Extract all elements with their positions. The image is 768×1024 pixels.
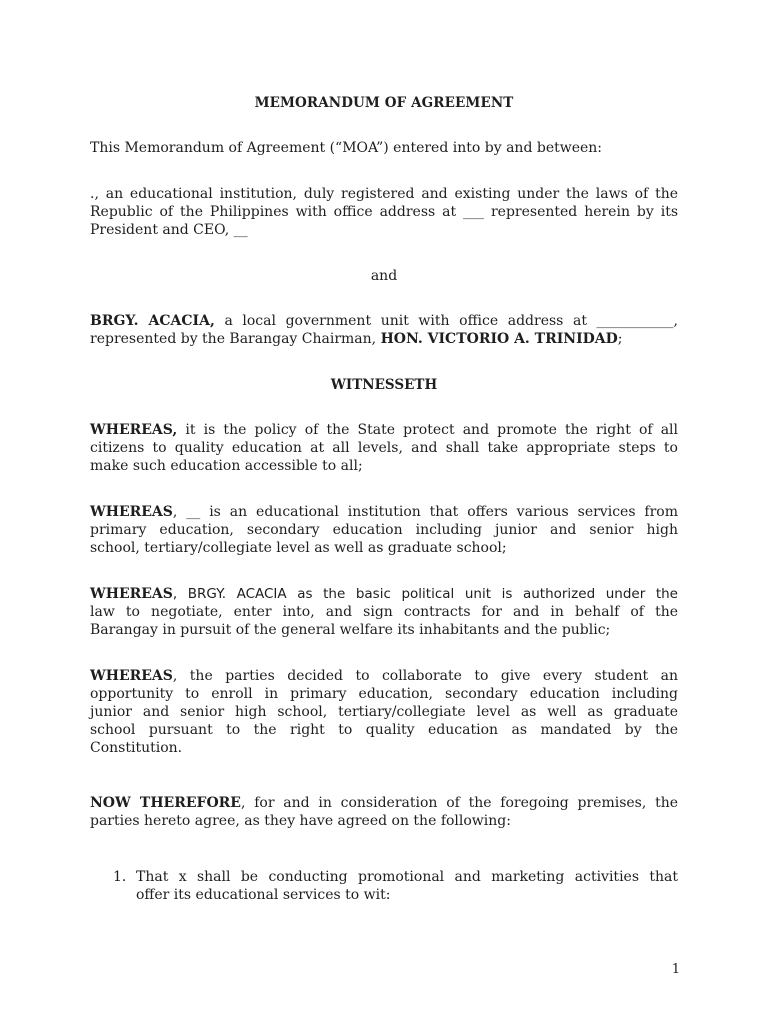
whereas4-label: WHEREAS <box>90 668 173 684</box>
now-therefore-line-1-rest: , for and in consideration of the foregoing premises, the <box>240 795 678 811</box>
whereas4-line-4: school pursuant to the right to quality education as mandated by the <box>90 722 678 738</box>
chairman-name: HON. VICTORIO A. TRINIDAD <box>380 331 618 347</box>
party1-line-2: Republic of the Philippines with office address at ___ represented herein by its <box>90 204 678 220</box>
item1-line-1: That x shall be conducting promotional and marketing activities that <box>136 869 678 885</box>
item1-line-2: offer its educational services to wit: <box>136 887 391 903</box>
document-title: MEMORANDUM OF AGREEMENT <box>254 95 514 111</box>
now-therefore-label: NOW THEREFORE <box>90 795 241 811</box>
party2-representative-label: represented by the Barangay Chairman, <box>90 331 381 347</box>
whereas1-line-3: make such education accessible to all; <box>90 458 363 474</box>
whereas4-line-1 <box>90 667 678 685</box>
whereas4-line-2: opportunity to enroll in primary education, secondary education including <box>90 686 678 702</box>
whereas2-line-1 <box>90 503 678 521</box>
whereas3-line-1 <box>90 585 678 603</box>
intro-paragraph: This Memorandum of Agreement (“MOA”) entered into by and between: <box>90 140 603 156</box>
whereas2-line-3: school, tertiary/collegiate level as well as graduate school; <box>90 540 507 556</box>
whereas1-line-1-rest: it is the policy of the State protect and promote the right of all <box>177 422 678 438</box>
whereas3-line-2: law to negotiate, enter into, and sign contracts for and in behalf of the <box>90 604 678 620</box>
now-therefore-line-1 <box>90 794 678 812</box>
and-separator: and <box>370 268 398 284</box>
whereas2-label: WHEREAS <box>90 504 173 520</box>
party2-line-2 <box>90 330 678 348</box>
whereas3-line-1-rest: , BRGY. ACACIA as the basic political unit is authorized under the <box>172 586 678 602</box>
whereas1-line-2: citizens to quality education at all levels, and shall take appropriate steps to <box>90 440 678 456</box>
whereas2-line-1-rest: , __ is an educational institution that offers various services from <box>172 504 678 520</box>
party2-line-1-rest: a local government unit with office address at ___________, <box>214 313 679 329</box>
witnesseth-heading: WITNESSETH <box>330 377 438 393</box>
item1-number: 1. <box>113 869 127 885</box>
whereas4-line-3: junior and senior high school, tertiary/collegiate level as well as graduate <box>90 704 678 720</box>
whereas3-label: WHEREAS <box>90 586 173 602</box>
whereas3-line-3: Barangay in pursuit of the general welfare its inhabitants and the public; <box>90 622 611 638</box>
party1-line-1: ., an educational institution, duly registered and existing under the laws of the <box>90 186 678 202</box>
party2-line-1 <box>90 312 678 330</box>
whereas4-line-1-rest: , the parties decided to collaborate to give every student an <box>172 668 678 684</box>
now-therefore-line-2: parties hereto agree, as they have agreed on the following: <box>90 813 511 829</box>
whereas2-line-2: primary education, secondary education including junior and senior high <box>90 522 678 538</box>
page-number: 1 <box>671 962 680 977</box>
whereas4-line-5: Constitution. <box>90 740 183 756</box>
whereas1-line-1 <box>90 421 678 439</box>
whereas1-label: WHEREAS, <box>90 422 178 438</box>
party2-name: BRGY. ACACIA, <box>90 313 215 329</box>
party1-line-3: President and CEO, __ <box>90 222 248 238</box>
party2-line-2-end: ; <box>617 331 623 347</box>
